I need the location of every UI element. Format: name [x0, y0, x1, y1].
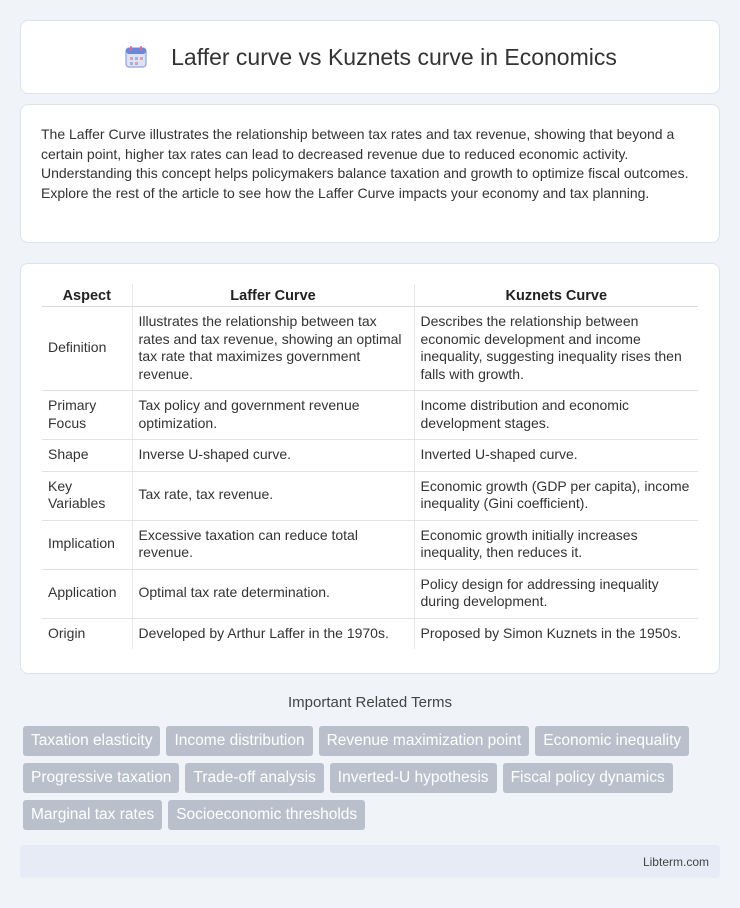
related-term-tag[interactable]: Taxation elasticity [23, 726, 160, 756]
header-kuznets: Kuznets Curve [414, 284, 698, 307]
table-row [42, 307, 698, 391]
cell-kuznets: Proposed by Simon Kuznets in the 1950s. [414, 618, 698, 649]
cell-laffer: Developed by Arthur Laffer in the 1970s. [132, 618, 414, 649]
cell-kuznets: Income distribution and economic development stages. [414, 391, 698, 440]
related-term-tag[interactable]: Inverted-U hypothesis [330, 763, 497, 793]
cell-laffer: Tax policy and government revenue optimization. [132, 391, 414, 440]
related-terms-title: Important Related Terms [288, 694, 452, 711]
header-laffer: Laffer Curve [132, 284, 414, 307]
cell-kuznets: Inverted U-shaped curve. [414, 440, 698, 472]
cell-aspect: Origin [48, 624, 86, 641]
cell-aspect: Primary Focus [42, 391, 132, 440]
cell-laffer: Optimal tax rate determination. [132, 569, 414, 618]
cell-kuznets: Policy design for addressing inequality during development. [414, 569, 698, 618]
cell-aspect: Key Variables [42, 471, 132, 520]
related-term-tag[interactable]: Trade-off analysis [185, 763, 323, 793]
cell-laffer: Inverse U-shaped curve. [132, 440, 414, 472]
related-term-tag[interactable]: Progressive taxation [23, 763, 179, 793]
related-term-tag[interactable]: Fiscal policy dynamics [503, 763, 673, 793]
cell-laffer: Excessive taxation can reduce total revenue. [132, 520, 414, 569]
page-title-wrap [123, 44, 617, 71]
table-row [42, 440, 698, 472]
table-row [42, 618, 698, 649]
related-term-tag[interactable]: Economic inequality [535, 726, 689, 756]
intro-text: The Laffer Curve illustrates the relationship between tax rates and tax revenue, showing that beyond a certain point, higher tax rates can lead to decreased revenue due to reduced economic activity. Understanding this concept helps policymakers balance taxation and growth to optimize fiscal outcomes. Explore the rest of the article to see how the Laffer Curve impacts your economy and tax planning. [41, 126, 689, 201]
cell-laffer: Illustrates the relationship between tax rates and tax revenue, showing an optimal tax rate that maximizes government revenue. [132, 307, 414, 391]
table-row [42, 471, 698, 520]
footer-site-link[interactable]: Libterm.com [642, 854, 709, 869]
intro-card [20, 104, 720, 243]
cell-kuznets: Economic growth initially increases inequality, then reduces it. [414, 520, 698, 569]
cell-kuznets: Describes the relationship between economic development and income inequality, suggesting inequality rises then falls with growth. [414, 307, 698, 391]
table-row [42, 391, 698, 440]
comparison-card [20, 263, 720, 674]
cell-laffer: Tax rate, tax revenue. [132, 471, 414, 520]
table-header-row [42, 284, 698, 307]
page-title: Laffer curve vs Kuznets curve in Economics [171, 43, 617, 70]
table-row [42, 520, 698, 569]
title-card [20, 20, 720, 94]
related-term-tag[interactable]: Income distribution [166, 726, 312, 756]
related-terms-list [23, 726, 723, 830]
related-term-tag[interactable]: Marginal tax rates [23, 800, 162, 830]
cell-aspect: Application [42, 569, 132, 618]
cell-aspect: Definition [42, 307, 132, 391]
calendar-icon [123, 44, 149, 70]
comparison-table [42, 284, 698, 649]
cell-aspect: Implication [42, 520, 132, 569]
related-term-tag[interactable]: Socioeconomic thresholds [168, 800, 365, 830]
table-row [42, 569, 698, 618]
cell-kuznets: Economic growth (GDP per capita), income inequality (Gini coefficient). [414, 471, 698, 520]
header-aspect: Aspect [42, 284, 132, 307]
footer [20, 845, 720, 878]
cell-aspect: Shape [42, 440, 132, 472]
related-term-tag[interactable]: Revenue maximization point [319, 726, 530, 756]
